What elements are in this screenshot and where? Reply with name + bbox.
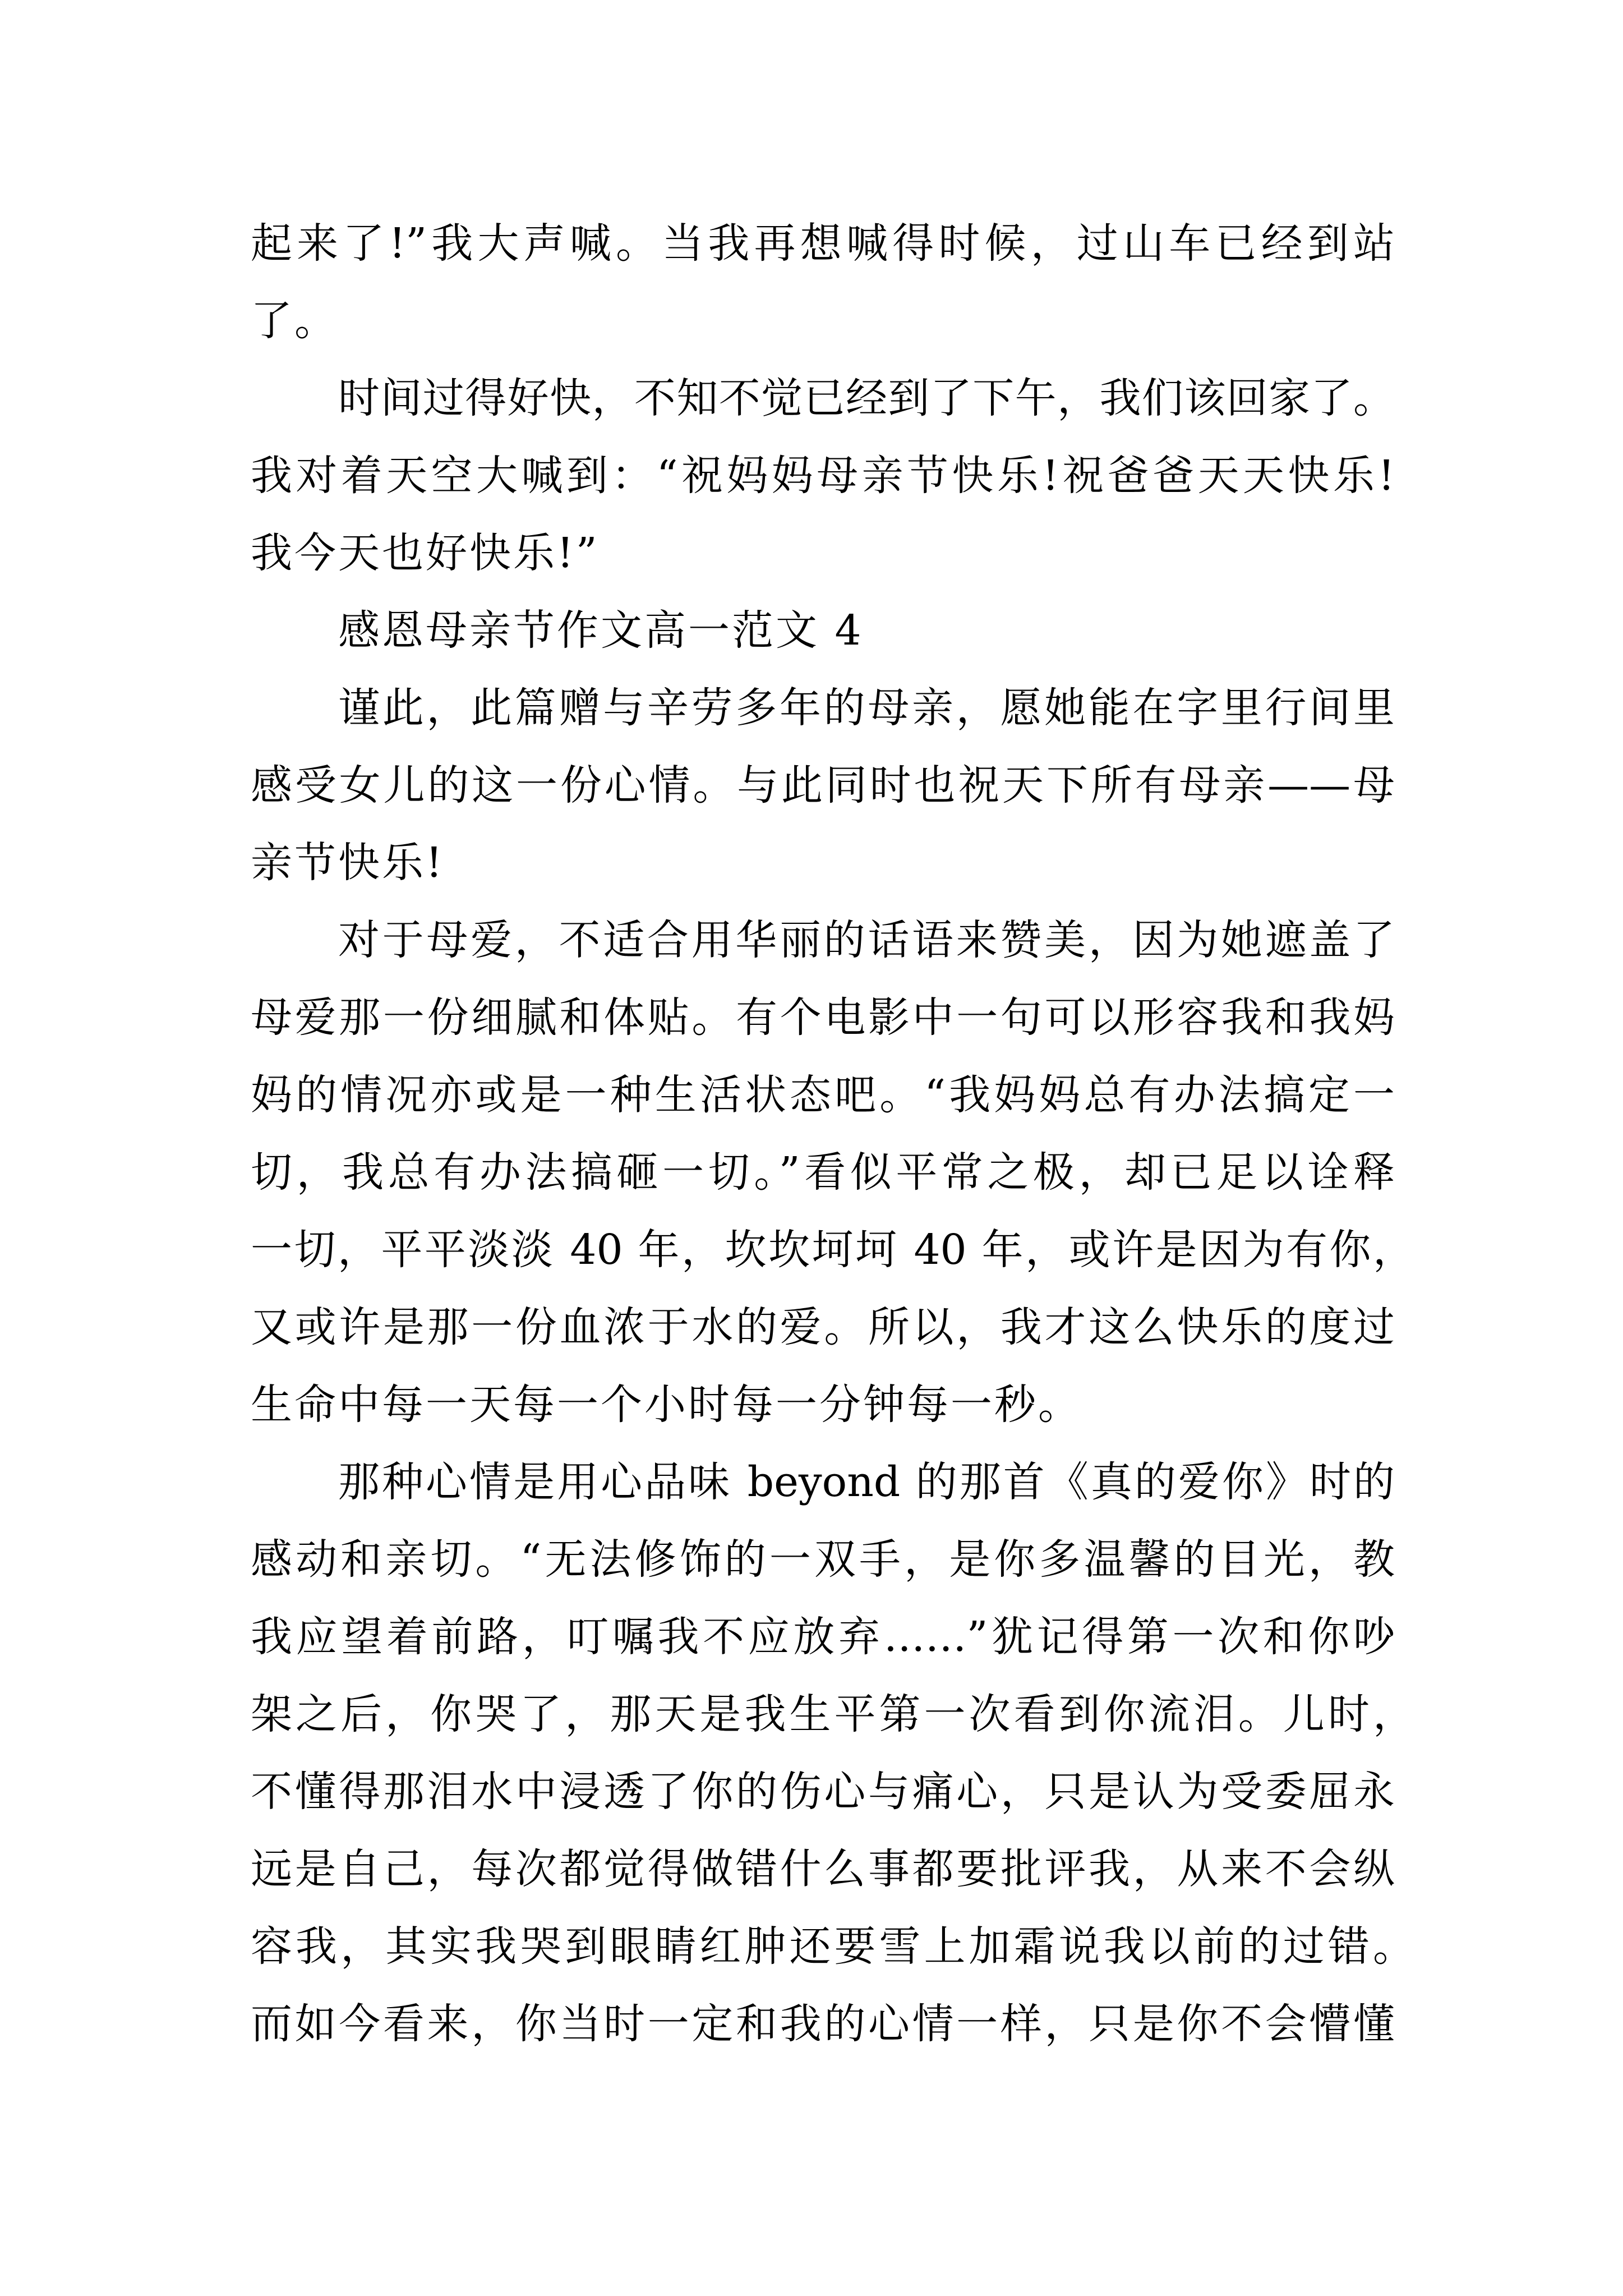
text-line: 妈的情况亦或是一种生活状态吧。“我妈妈总有办法搞定一 [251,1071,1395,1119]
document-body [251,205,1428,2063]
text-line: 我对着天空大喊到：“祝妈妈母亲节快乐!祝爸爸天天快乐! [251,452,1395,500]
paragraph-first-line: 时间过得好快，不知不觉已经到了下午，我们该回家了。 [338,374,1395,422]
text-line: 感动和亲切。“无法修饰的一双手，是你多温馨的目光，教 [251,1535,1395,1584]
text-line: 又或许是那一份血浓于水的爱。所以，我才这么快乐的度过 [251,1303,1395,1351]
text-line: 架之后，你哭了，那天是我生平第一次看到你流泪。儿时， [251,1690,1414,1738]
text-line: 感受女儿的这一份心情。与此同时也祝天下所有母亲——母 [251,761,1395,809]
text-line: 我应望着前路，叮嘱我不应放弃……”犹记得第一次和你吵 [251,1613,1395,1661]
text-line: 母爱那一份细腻和体贴。有个电影中一句可以形容我和我妈 [251,993,1395,1042]
text-line: 而如今看来，你当时一定和我的心情一样，只是你不会懵懂 [251,2000,1395,2048]
paragraph-first-line: 那种心情是用心品味 beyond 的那首《真的爱你》时的 [338,1458,1395,1506]
text-line: 一切，平平淡淡 40 年，坎坎坷坷 40 年，或许是因为有你， [251,1226,1414,1274]
text-line: 切，我总有办法搞砸一切。”看似平常之极，却已足以诠释 [251,1148,1395,1197]
text-line: 容我，其实我哭到眼睛红肿还要雪上加霜说我以前的过错。 [251,1922,1414,1971]
text-line: 起来了!”我大声喊。当我再想喊得时候，过山车已经到站 [251,219,1395,268]
text-line: 了。 [251,297,338,345]
paragraph-first-line: 对于母爱，不适合用华丽的话语来赞美，因为她遮盖了 [338,916,1395,964]
text-line: 亲节快乐! [251,839,445,887]
text-line: 不懂得那泪水中浸透了你的伤心与痛心，只是认为受委屈永 [251,1768,1395,1816]
paragraph-first-line: 谨此，此篇赠与辛劳多年的母亲，愿她能在字里行间里 [338,684,1395,732]
text-line: 我今天也好快乐!” [251,529,600,577]
section-heading: 感恩母亲节作文高一范文 4 [338,606,864,655]
text-line: 远是自己，每次都觉得做错什么事都要批评我，从来不会纵 [251,1845,1395,1893]
text-line: 生命中每一天每一个小时每一分钟每一秒。 [251,1381,1082,1429]
